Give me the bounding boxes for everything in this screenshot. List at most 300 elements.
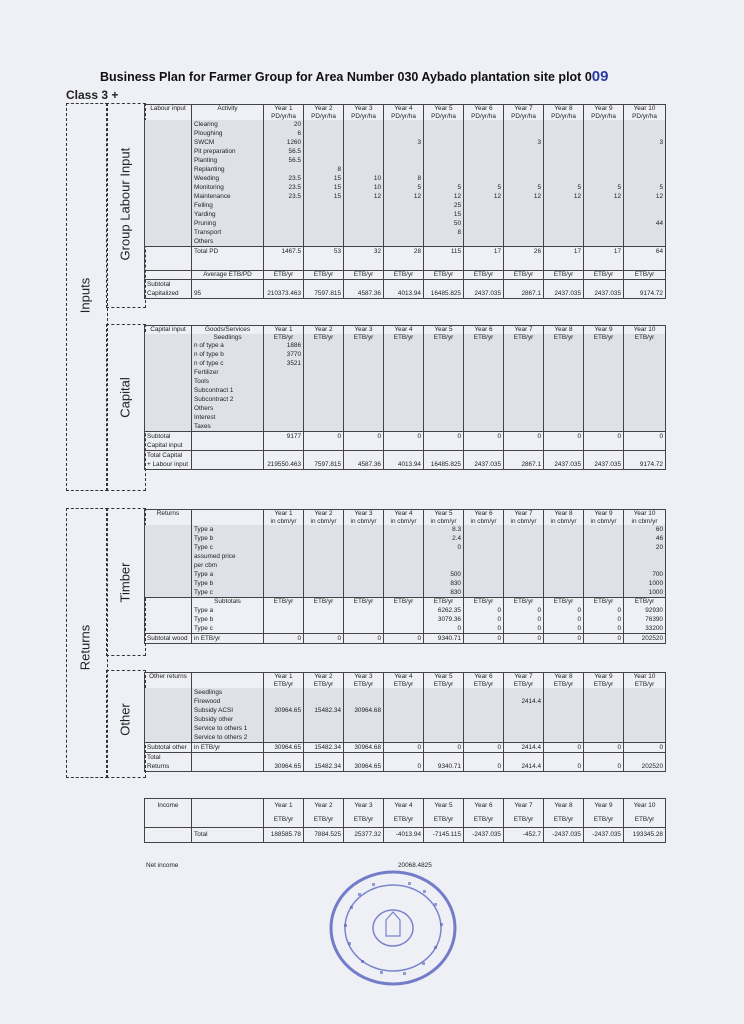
capital-cell [145,386,192,395]
timber-cell: 0 [504,606,544,615]
timber-cell [384,552,424,561]
labour-cell: Yarding [192,210,264,219]
other-cell [304,733,344,743]
timber-cell: Type a [192,525,264,534]
labour-cell: Weeding [192,174,264,183]
labour-cell [504,201,544,210]
timber-cell [624,552,666,561]
labour-cell: ETB/yr [264,271,304,280]
labour-cell [464,147,504,156]
labour-cell: 2437.035 [464,289,504,299]
other-cell [464,733,504,743]
labour-cell: Pruning [192,219,264,228]
labour-cell: Capitalized [145,289,192,299]
income-cell: -452.7 [504,828,544,843]
timber-table-row [145,518,666,526]
timber-cell [192,510,264,518]
timber-cell: Year 1 [264,510,304,518]
capital-cell: n of type c [192,359,264,368]
labour-table-row [145,165,666,174]
capital-cell [544,350,584,359]
timber-cell [584,552,624,561]
capital-cell [264,395,304,404]
capital-cell [145,413,192,422]
capital-cell: 0 [304,432,344,442]
labour-cell [264,228,304,237]
capital-cell [504,422,544,432]
labour-cell [304,256,344,271]
capital-cell [384,413,424,422]
labour-cell [544,256,584,271]
other-cell: 0 [544,743,584,753]
other-cell: 30964.68 [344,743,384,753]
timber-table-row [145,561,666,570]
labour-cell [145,219,192,228]
capital-cell [584,413,624,422]
net-income-value: 20068.4825 [398,862,432,869]
labour-cell [304,138,344,147]
labour-cell: 10 [344,183,384,192]
capital-cell [264,451,304,461]
other-cell [624,753,666,763]
timber-cell: Year 3 [344,510,384,518]
timber-table-row [145,606,666,615]
labour-cell [624,210,666,219]
timber-cell: 202520 [624,633,666,643]
income-cell: ETB/yr [304,813,344,828]
labour-cell: 5 [424,183,464,192]
timber-cell [344,561,384,570]
other-cell: Other returns [145,673,192,681]
class-label: Class 3 + [66,88,119,102]
capital-cell: 0 [384,432,424,442]
labour-cell [344,156,384,165]
timber-cell [384,543,424,552]
timber-cell: Type b [192,534,264,543]
timber-cell [464,552,504,561]
other-cell [304,715,344,724]
labour-cell [384,210,424,219]
timber-cell: ETB/yr [264,598,304,606]
income-cell: ETB/yr [624,813,666,828]
labour-cell: Subtotal [145,279,192,289]
labour-cell: PD/yr/ha [624,113,666,121]
labour-cell [145,192,192,201]
capital-cell: 0 [584,432,624,442]
labour-cell [264,165,304,174]
other-cell [264,688,304,697]
other-cell: Year 4 [384,673,424,681]
capital-cell [424,395,464,404]
timber-cell: in cbm/yr [464,518,504,526]
labour-cell [624,228,666,237]
capital-cell [504,441,544,451]
other-table-row [145,688,666,697]
other-cell: ETB/yr [584,681,624,689]
other-cell: Year 6 [464,673,504,681]
capital-cell: 0 [424,432,464,442]
inputs-group-label: Inputs [77,277,93,314]
labour-cell: ETB/yr [544,271,584,280]
labour-cell [544,129,584,138]
capital-cell: 0 [504,432,544,442]
income-cell: ETB/yr [504,813,544,828]
timber-cell [544,534,584,543]
timber-table-row [145,534,666,543]
labour-cell [624,147,666,156]
timber-cell [145,543,192,552]
capital-cell [624,404,666,413]
labour-cell [504,210,544,219]
timber-cell [584,579,624,588]
income-cell: 188585.78 [264,828,304,843]
capital-cell [504,404,544,413]
capital-cell [584,451,624,461]
timber-cell: Type c [192,588,264,598]
timber-cell: 1000 [624,579,666,588]
labour-cell [584,256,624,271]
other-cell: Year 9 [584,673,624,681]
labour-cell [424,279,464,289]
timber-cell: 0 [544,615,584,624]
labour-cell [384,237,424,247]
labour-cell [544,210,584,219]
capital-cell [424,359,464,368]
other-cell: Subtotal other [145,743,192,753]
other-cell [584,753,624,763]
timber-cell [544,579,584,588]
labour-cell [304,147,344,156]
official-seal-stamp [328,868,458,988]
capital-cell [584,341,624,350]
other-cell: 15482.34 [304,706,344,715]
capital-cell [304,441,344,451]
other-cell [384,733,424,743]
capital-cell [624,413,666,422]
timber-section-label: Timber [117,562,133,603]
labour-cell [384,201,424,210]
labour-cell [344,147,384,156]
capital-cell: Subtotal [145,432,192,442]
labour-cell: 12 [464,192,504,201]
other-cell: ETB/yr [264,681,304,689]
other-cell [192,753,264,763]
labour-cell: 10 [344,174,384,183]
capital-cell [504,359,544,368]
labour-cell [424,174,464,183]
labour-cell [624,201,666,210]
other-cell [384,697,424,706]
capital-cell [344,341,384,350]
income-cell: Year 3 [344,799,384,814]
other-table-row [145,715,666,724]
other-cell: 0 [544,762,584,772]
capital-cell [544,341,584,350]
capital-cell: 3770 [264,350,304,359]
labour-cell: 5 [544,183,584,192]
labour-cell: 210373.463 [264,289,304,299]
timber-cell: in cbm/yr [424,518,464,526]
timber-cell [145,518,192,526]
labour-cell [584,219,624,228]
income-cell: ETB/yr [264,813,304,828]
capital-cell [624,377,666,386]
labour-cell [192,279,264,289]
capital-cell [464,359,504,368]
timber-cell: 0 [584,606,624,615]
labour-table-row [145,279,666,289]
net-income-label: Net income [146,862,179,869]
timber-cell: 830 [424,588,464,598]
labour-cell: PD/yr/ha [504,113,544,121]
timber-cell: in cbm/yr [304,518,344,526]
income-table-row [145,813,666,828]
income-cell: 25377.32 [344,828,384,843]
timber-cell [544,561,584,570]
capital-cell [504,395,544,404]
other-cell: Seedlings [192,688,264,697]
timber-cell [504,543,544,552]
labour-cell [145,210,192,219]
capital-section-label: Capital [117,377,133,418]
timber-cell [264,543,304,552]
other-cell: 15482.34 [304,762,344,772]
capital-cell [145,404,192,413]
other-cell: 30964.65 [264,762,304,772]
timber-cell: Type b [192,615,264,624]
other-cell: ETB/yr [544,681,584,689]
capital-cell [624,350,666,359]
other-cell [304,688,344,697]
labour-cell [504,174,544,183]
labour-cell: ETB/yr [584,271,624,280]
labour-cell: Monitoring [192,183,264,192]
timber-cell [264,606,304,615]
labour-cell: 2867.1 [504,289,544,299]
other-cell: Firewood [192,697,264,706]
timber-cell [304,606,344,615]
labour-cell [624,279,666,289]
timber-cell: 0 [264,633,304,643]
other-cell: in ETB/yr [192,743,264,753]
capital-cell [344,377,384,386]
other-table-row [145,673,666,681]
capital-cell [424,422,464,432]
capital-cell [384,422,424,432]
capital-cell: 219550.463 [264,460,304,470]
capital-cell [304,368,344,377]
other-cell [424,724,464,733]
other-cell [624,724,666,733]
income-cell: Year 6 [464,799,504,814]
labour-cell [464,256,504,271]
labour-cell [464,120,504,129]
capital-cell: 9174.72 [624,460,666,470]
other-cell [544,733,584,743]
timber-cell [264,561,304,570]
capital-cell [424,451,464,461]
capital-cell [304,395,344,404]
other-cell [145,715,192,724]
timber-cell: 700 [624,570,666,579]
labour-cell: 56.5 [264,147,304,156]
labour-cell [344,279,384,289]
timber-cell: 0 [424,543,464,552]
timber-cell: 60 [624,525,666,534]
labour-cell: 12 [544,192,584,201]
other-cell: 0 [624,743,666,753]
capital-cell: 3521 [264,359,304,368]
labour-cell: Average ETB/PD [192,271,264,280]
capital-cell [344,413,384,422]
capital-table-row [145,460,666,470]
capital-cell [344,395,384,404]
other-cell [584,724,624,733]
labour-cell: ETB/yr [464,271,504,280]
capital-table-row [145,326,666,334]
capital-cell: Subcontract 1 [192,386,264,395]
capital-cell: Goods/Services [192,326,264,334]
other-cell: 2414.4 [504,743,544,753]
labour-cell [504,256,544,271]
capital-cell [584,368,624,377]
other-cell [384,753,424,763]
capital-cell: 4013.94 [384,460,424,470]
labour-cell [544,165,584,174]
labour-cell [464,129,504,138]
timber-cell: Type a [192,570,264,579]
other-cell: 0 [424,743,464,753]
labour-section-label: Group Labour Input [117,147,133,261]
labour-cell: 12 [624,192,666,201]
timber-cell: 0 [464,633,504,643]
labour-cell: 15 [304,192,344,201]
returns-group-label: Returns [77,624,93,671]
labour-cell: Pit preparation [192,147,264,156]
labour-cell [344,129,384,138]
labour-table-row [145,247,666,257]
labour-cell: Year 2 [304,105,344,113]
other-table-row [145,743,666,753]
timber-cell [544,570,584,579]
labour-cell: 5 [624,183,666,192]
labour-cell: 25 [424,201,464,210]
capital-table-row [145,441,666,451]
timber-table-row [145,552,666,561]
timber-cell [145,606,192,615]
labour-cell [624,237,666,247]
other-cell: ETB/yr [384,681,424,689]
income-cell: ETB/yr [424,813,464,828]
income-cell: -2437.035 [544,828,584,843]
timber-cell [145,552,192,561]
other-cell: Year 7 [504,673,544,681]
labour-cell [304,228,344,237]
timber-cell [304,552,344,561]
labour-cell: 12 [344,192,384,201]
labour-cell [464,156,504,165]
capital-cell [624,368,666,377]
income-table-row [145,828,666,843]
labour-cell [304,219,344,228]
capital-cell [544,404,584,413]
capital-input-table [144,325,666,470]
timber-cell [192,518,264,526]
capital-cell [344,441,384,451]
capital-cell [384,377,424,386]
labour-cell [424,156,464,165]
timber-cell [504,534,544,543]
timber-cell [304,534,344,543]
timber-cell: ETB/yr [544,598,584,606]
timber-cell [504,552,544,561]
other-cell [264,697,304,706]
labour-cell: PD/yr/ha [424,113,464,121]
labour-cell: ETB/yr [344,271,384,280]
labour-cell: 20 [264,120,304,129]
capital-cell [464,413,504,422]
labour-cell: 15 [304,174,344,183]
timber-cell: 0 [584,633,624,643]
labour-cell [544,147,584,156]
capital-cell [192,432,264,442]
capital-table-row [145,432,666,442]
labour-cell: 2437.035 [544,289,584,299]
timber-cell [504,525,544,534]
other-cell [264,753,304,763]
timber-table-row [145,633,666,643]
labour-cell [584,228,624,237]
capital-cell: ETB/yr [544,334,584,342]
capital-cell [384,386,424,395]
capital-table-row [145,341,666,350]
other-cell [344,697,384,706]
capital-cell: ETB/yr [304,334,344,342]
capital-cell: Tools [192,377,264,386]
capital-cell: 9177 [264,432,304,442]
labour-cell [624,120,666,129]
other-cell: ETB/yr [344,681,384,689]
capital-cell [145,377,192,386]
timber-cell [504,579,544,588]
other-returns-table [144,672,666,772]
other-cell: Total [145,753,192,763]
capital-cell [544,395,584,404]
labour-cell: 23.5 [264,174,304,183]
capital-cell [464,422,504,432]
labour-cell: ETB/yr [504,271,544,280]
capital-cell [544,368,584,377]
timber-cell [544,588,584,598]
capital-cell [344,350,384,359]
other-cell [344,688,384,697]
labour-cell [504,279,544,289]
other-cell [504,715,544,724]
other-cell: ETB/yr [624,681,666,689]
labour-cell [145,138,192,147]
timber-cell [344,615,384,624]
labour-cell: 64 [624,247,666,257]
timber-cell: in cbm/yr [344,518,384,526]
capital-cell: ETB/yr [264,334,304,342]
capital-cell [504,368,544,377]
labour-cell [504,156,544,165]
capital-cell [304,359,344,368]
timber-cell [384,615,424,624]
labour-cell: 4587.36 [344,289,384,299]
capital-cell [504,413,544,422]
labour-table-row [145,147,666,156]
